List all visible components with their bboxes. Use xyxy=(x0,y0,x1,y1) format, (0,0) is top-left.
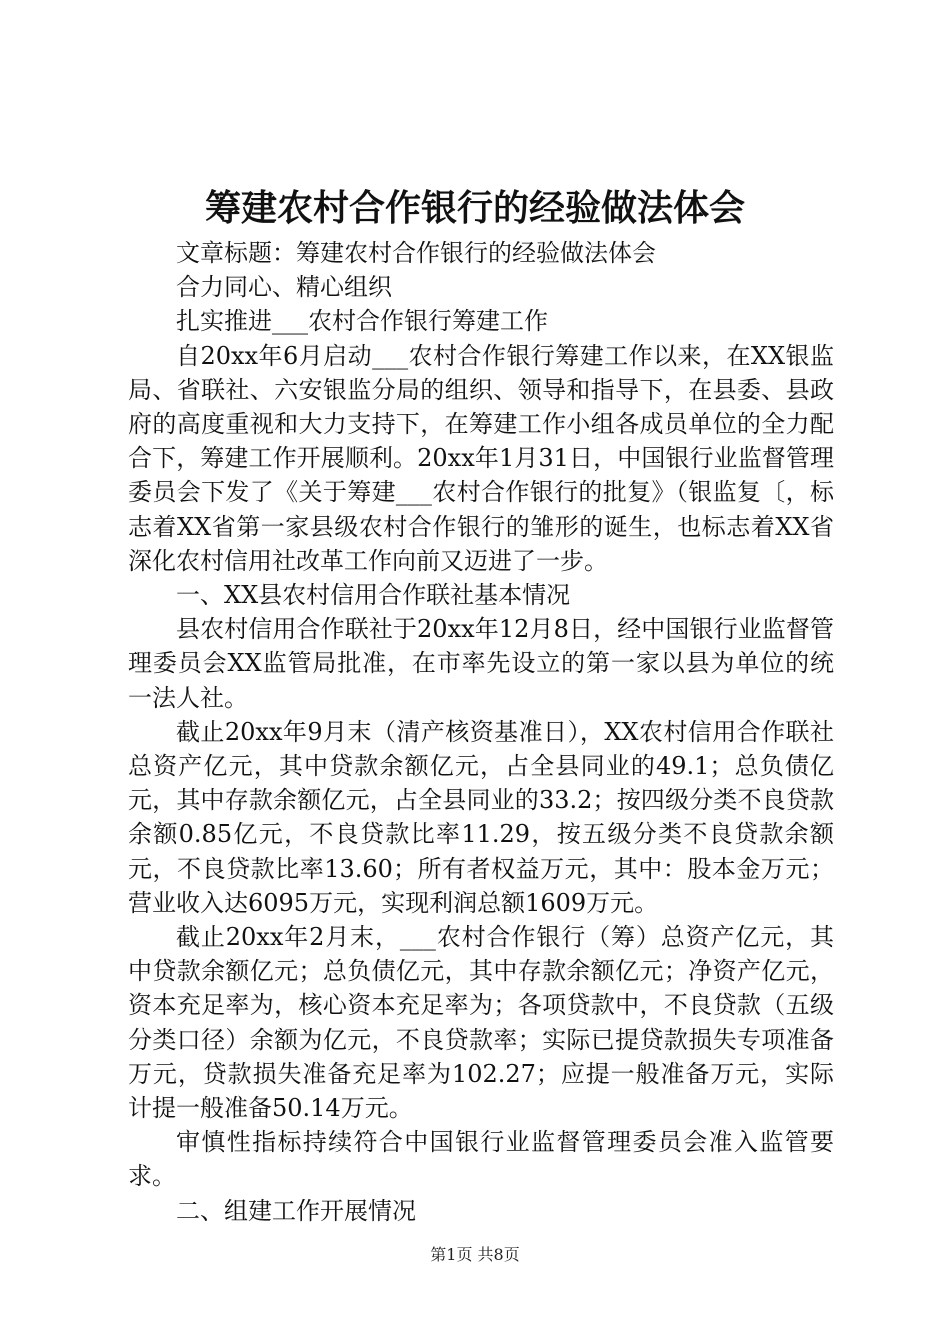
document-body xyxy=(128,236,834,1228)
document-title: 筹建农村合作银行的经验做法体会 xyxy=(204,187,745,229)
paragraph-prudential-indicators: 审慎性指标持续符合中国银行业监督管理委员会准入监管要求。 xyxy=(128,1128,834,1191)
section-heading-1: 一、XX县农村信用合作联社基本情况 xyxy=(176,581,571,610)
paragraph-basic-info: 县农村信用合作联社于20xx年12月8日，经中国银行业监督管理委员会XX监管局批准，在市率先设立的第一家以县为单位的统一法人社。 xyxy=(128,615,834,712)
section-heading-2: 二、组建工作开展情况 xyxy=(176,1196,416,1225)
paragraph-september-figures: 截止20xx年9月末（清产核资基准日），XX农村信用合作联社总资产亿元，其中贷款余额亿元，占全县同业的49.1；总负债亿元，其中存款余额亿元，占全县同业的33.2；按四级分类不良贷款余额0.85亿元，不良贷款比率11.29，按五级分类不良贷款余额元，不良贷款比率13.60；所有者权益万元，其中：股本金万元；营业收入达6095万元，实现利润总额1609万元。 xyxy=(128,717,834,917)
paragraph-subtitle-1: 合力同心、精心组织 xyxy=(176,273,392,302)
paragraph-article-title: 文章标题：筹建农村合作银行的经验做法体会 xyxy=(176,239,656,267)
page-number-footer: 第1页 共8页 xyxy=(430,1245,520,1264)
paragraph-intro: 自20xx年6月启动___农村合作银行筹建工作以来，在XX银监局、省联社、六安银监分局的组织、领导和指导下，在县委、县政府的高度重视和大力支持下，在筹建工作小组各成员单位的全力配合下，筹建工作开展顺利。20xx年1月31日，中国银行业监督管理委员会下发了《关于筹建___农村合作银行的批复》（银监复〔，标志着XX省第一家县级农村合作银行的雏形的诞生，也标志着XX省深化农村信用社改革工作向前又迈进了一步。 xyxy=(128,341,834,575)
paragraph-subtitle-2: 扎实推进___农村合作银行筹建工作 xyxy=(176,307,548,336)
paragraph-february-figures: 截止20xx年2月末，___农村合作银行（筹）总资产亿元，其中贷款余额亿元；总负债亿元，其中存款余额亿元；净资产亿元，资本充足率为，核心资本充足率为；各项贷款中，不良贷款（五级分类口径）余额为亿元，不良贷款率；实际已提贷款损失专项准备万元，贷款损失准备充足率为102.27；应提一般准备万元，实际计提一般准备50.14万元。 xyxy=(128,923,834,1123)
